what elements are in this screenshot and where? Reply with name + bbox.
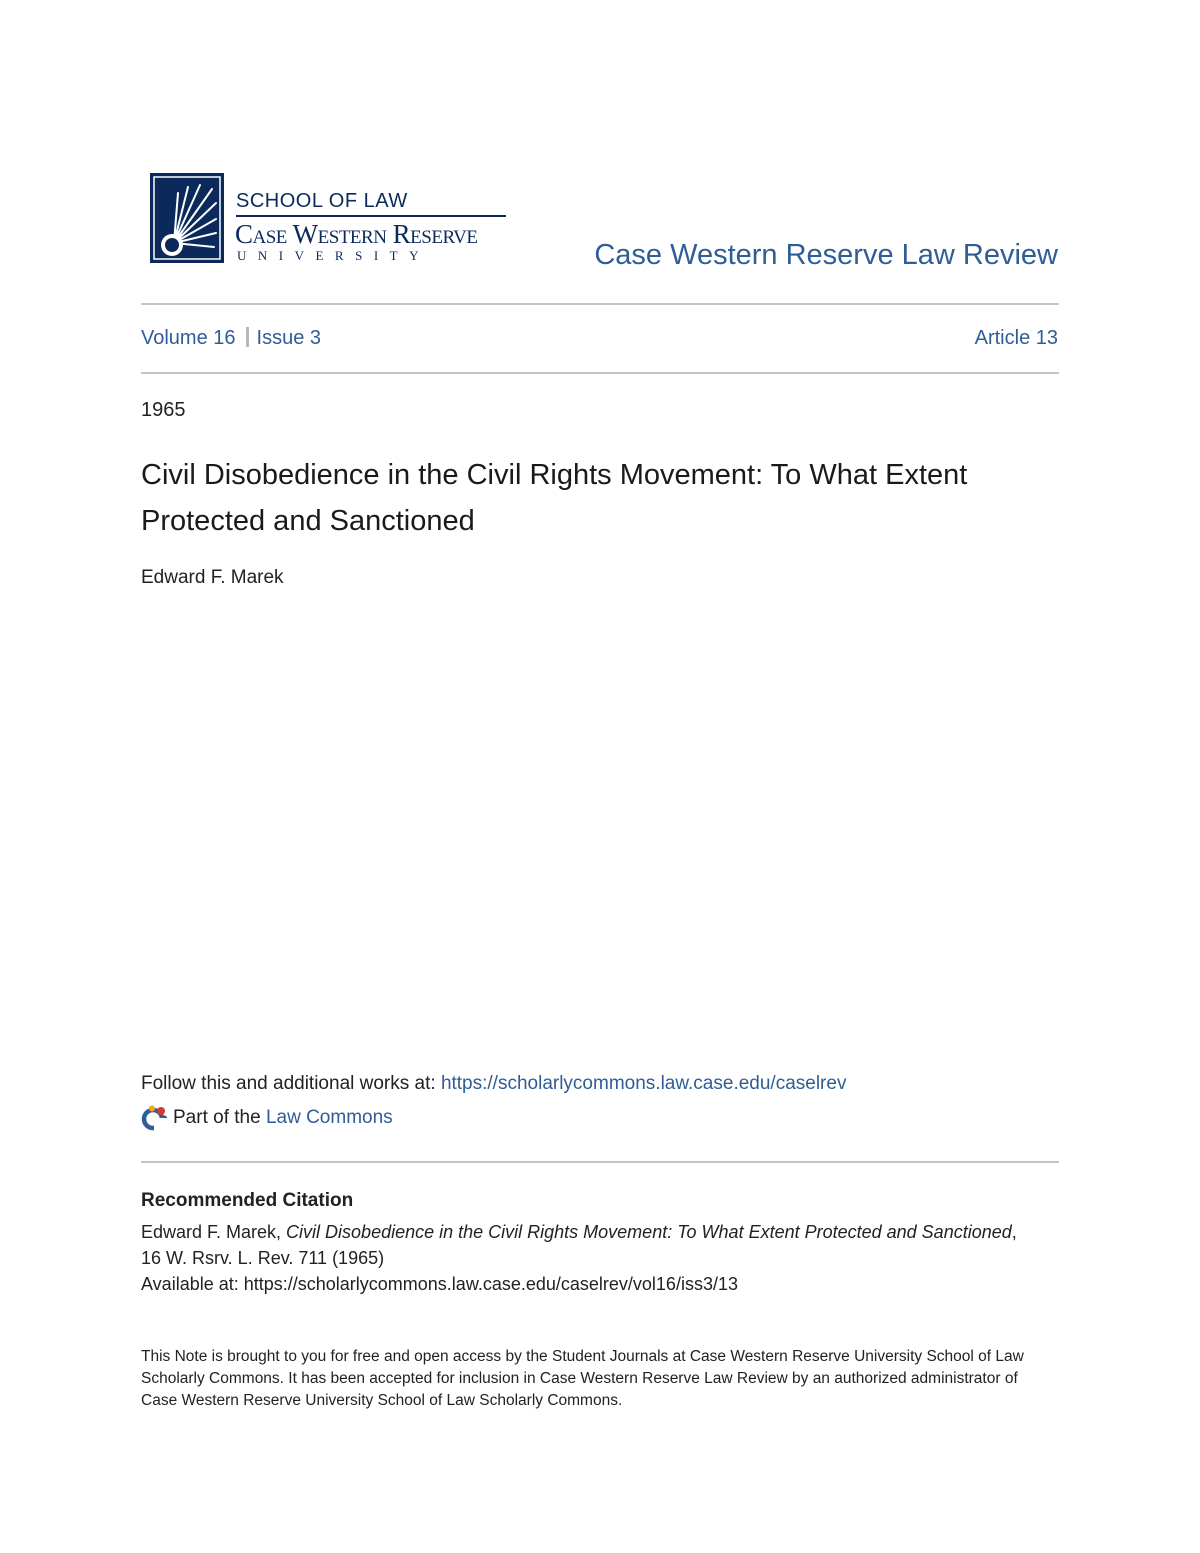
logo-divider [236, 215, 506, 217]
publication-year: 1965 [141, 399, 186, 421]
citation-title: Civil Disobedience in the Civil Rights Movement: To What Extent Protected and Sanctioned [286, 1222, 1012, 1242]
paper-title: Civil Disobedience in the Civil Rights Movement: To What Extent Protected and Sanctioned [141, 459, 968, 537]
follow-label: Follow this and additional works at: [141, 1073, 441, 1094]
follow-link[interactable]: https://scholarlycommons.law.case.edu/caselrev [440, 1073, 847, 1094]
citation-available[interactable]: Available at: https://scholarlycommons.law.case.edu/caselrev/vol16/iss3/13 [141, 1274, 738, 1294]
commons-network-icon [141, 1105, 167, 1131]
issue-link[interactable]: Issue 3 [256, 327, 321, 349]
citation-source: , 16 W. Rsrv. L. Rev. 711 (1965) [141, 1222, 1017, 1268]
volume-issue [141, 327, 321, 350]
recommended-citation-heading: Recommended Citation [141, 1190, 354, 1211]
access-note: This Note is brought to you for free and open access by the Student Journals at Case Western Reserve University School of Law Scholarly Commons. It has been accepted for inclusion in Case Western Reserve Law Review by an authorized administrator of Case Western Reserve University School of Law Scholarly Commons. [141, 1348, 1024, 1409]
logo-university-name: Case Western Reserve [235, 219, 478, 249]
logo-university-label: UNIVERSITY [237, 248, 430, 263]
volume-link[interactable]: Volume 16 [141, 327, 236, 349]
article-number: Article 13 [974, 327, 1058, 349]
follow-line [141, 1073, 846, 1095]
divider [141, 1161, 1059, 1163]
part-of-line [141, 1105, 393, 1131]
citation-author: Edward F. Marek, [141, 1222, 287, 1242]
part-of-label: Part of the [173, 1107, 266, 1128]
separator [246, 327, 249, 347]
divider [141, 372, 1059, 374]
citation-text [141, 1219, 1041, 1297]
law-commons-link[interactable]: Law Commons [265, 1107, 393, 1128]
divider [141, 303, 1059, 305]
logo-school-of-law: SCHOOL OF LAW [236, 190, 408, 212]
journal-title-link[interactable]: Case Western Reserve Law Review [594, 239, 1058, 271]
author-name: Edward F. Marek [141, 567, 284, 588]
sunburst-logo-icon [150, 173, 224, 263]
